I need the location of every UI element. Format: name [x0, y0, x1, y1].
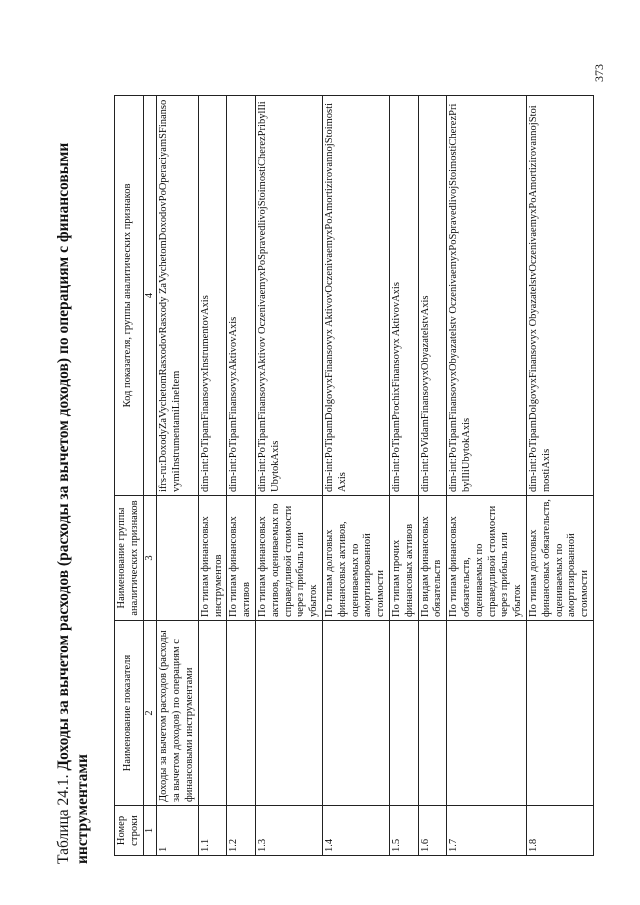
row-number: 1.5 [389, 806, 418, 856]
table-row [526, 96, 593, 856]
indicator-name [322, 621, 389, 806]
group-name: По видам финансовых обязательств [418, 496, 447, 621]
page-number: 373 [592, 64, 606, 82]
indicator-code: ifrs-ru:DoxodyZaVychetomRasxodovRasxody ZaVychetomDoxodovPoOperaciyamSFinansovymiInstrumentamiLineItem [157, 96, 198, 496]
indicator-code: dim-int:PoTipamFinansovyxAktivovAxis [227, 96, 256, 496]
header-code: Код показателя, группы аналитических признаков [115, 96, 144, 496]
table-row [255, 96, 322, 856]
indicator-code: dim-int:PoTipamFinansovyxAktivov OczenivaemyxPoSpravedlivojStoimostiCherezPribylIliUbytokAxis [255, 96, 322, 496]
table-row [447, 96, 527, 856]
indicator-name [418, 621, 447, 806]
rotated-page-content [50, 44, 590, 864]
group-name: По типам прочих финансовых активов [389, 496, 418, 621]
group-name: По типам финансовых обязательств, оцениваемых по справедливой стоимости через прибыль или убыток [447, 496, 527, 621]
table-row [198, 96, 227, 856]
indicator-name: Доходы за вычетом расходов (расходы за вычетом доходов) по операциям с финансовыми инструментами [157, 621, 198, 806]
column-number-row [143, 96, 157, 856]
indicator-name [255, 621, 322, 806]
table-row [389, 96, 418, 856]
header-row-number: Номер строки [115, 806, 144, 856]
table-header [115, 96, 157, 856]
indicator-name [198, 621, 227, 806]
table-title [54, 124, 92, 864]
row-number: 1 [157, 806, 198, 856]
column-number: 3 [143, 496, 157, 621]
group-name [157, 496, 198, 621]
table-row [418, 96, 447, 856]
row-number: 1.7 [447, 806, 527, 856]
table-row [157, 96, 198, 856]
indicator-code: dim-int:PoTipamFinansovyxObyazatelstv OczenivaemyxPoSpravedlivojStoimostiCherezPribylIliUbytokAxis [447, 96, 527, 496]
indicator-name [447, 621, 527, 806]
group-name: По типам долговых финансовых обязательств, оцениваемых по амортизированной стоимости [526, 496, 593, 621]
table-title-lead: Таблица 24.1. [55, 774, 72, 864]
column-number: 1 [143, 806, 157, 856]
group-name: По типам долговых финансовых активов, оцениваемых по амортизированной стоимости [322, 496, 389, 621]
indicator-code: dim-int:PoTipamProchixFinansovyx AktivovAxis [389, 96, 418, 496]
group-name: По типам финансовых инструментов [198, 496, 227, 621]
table-title-text: Доходы за вычетом расходов (расходы за вычетом доходов) по операциям с финансовыми инструментами [55, 142, 91, 864]
indicator-name [227, 621, 256, 806]
row-number: 1.1 [198, 806, 227, 856]
header-group-name: Наименование группы аналитических признаков [115, 496, 144, 621]
indicator-name [526, 621, 593, 806]
indicators-table [114, 95, 594, 856]
indicator-code: dim-int:PoTipamDolgovyxFinansovyx ObyazatelstvOczenivaemyxPoAmortizirovannojStoimostiAxis [526, 96, 593, 496]
header-indicator-name: Наименование показателя [115, 621, 144, 806]
table-body [157, 96, 594, 856]
indicator-code: dim-int:PoTipamFinansovyxInstrumentovAxis [198, 96, 227, 496]
row-number: 1.8 [526, 806, 593, 856]
column-number: 4 [143, 96, 157, 496]
row-number: 1.3 [255, 806, 322, 856]
group-name: По типам финансовых активов [227, 496, 256, 621]
indicator-code: dim-int:PoTipamDolgovyxFinansovyx AktivovOczenivaemyxPoAmortizirovannojStoimostiAxis [322, 96, 389, 496]
table-row [322, 96, 389, 856]
column-number: 2 [143, 621, 157, 806]
table-row [227, 96, 256, 856]
row-number: 1.4 [322, 806, 389, 856]
header-row [115, 96, 144, 856]
row-number: 1.6 [418, 806, 447, 856]
row-number: 1.2 [227, 806, 256, 856]
indicator-code: dim-int:PoVidamFinansovyxObyazatelstvAxis [418, 96, 447, 496]
indicator-name [389, 621, 418, 806]
group-name: По типам финансовых активов, оцениваемых по справедливой стоимости через прибыль или убыток [255, 496, 322, 621]
